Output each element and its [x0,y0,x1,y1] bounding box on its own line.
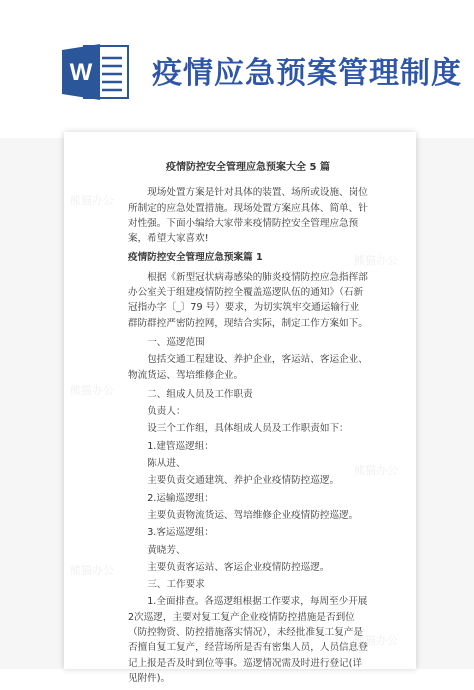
banner [0,0,474,138]
requirements-heading: 三、工作要求 [147,579,205,591]
intro-paragraph: 现场处置方案是针对具体的装置、场所或设施、岗位所制定的应急处置措施。现场处置方案应具体、简单、针对性强。下面小编给大家带来疫情防控安全管理应急预案，希望大家喜欢! [128,187,368,245]
groups-intro: 设三个工作组，具体组成人员及工作职责如下： [147,423,349,435]
watermark: 熊猫办公 [70,384,114,397]
watermark: 熊猫办公 [70,564,114,577]
leader-line: 负责人： [147,406,186,418]
document-page [64,132,416,684]
document-title: 疫情防控安全管理应急预案大全 5 篇 [166,162,330,173]
banner-title: 疫情应急预案管理制度 [152,56,462,91]
document-body [128,132,368,690]
watermark: 熊猫办公 [354,634,398,647]
watermark: 熊猫办公 [354,464,398,477]
organization-heading: 二、组成人员及工作职责 [147,388,253,400]
word-document-icon [62,42,132,102]
scope-heading: 一、巡逻范围 [147,336,205,348]
group-3-title: 3.客运巡逻组： [147,527,214,539]
basis-paragraph: 根据《新型冠状病毒感染的肺炎疫情防控应急指挥部办公室关于组建疫情防控全覆盖巡逻队伍的通知》（石新冠指办字〔_〕79 号）要求，为切实筑牢交通运输行业群防群控严密防控网，现结合实际，制定工作方案如下。 [128,271,368,329]
watermark: 熊猫办公 [354,254,398,267]
group-3-duty: 主要负责客运站、客运企业疫情防控巡逻。 [147,561,330,573]
group-1-duty: 主要负责交通建筑、养护企业疫情防控巡逻。 [147,475,340,487]
requirements-paragraph-1: 1.全面排查。各巡逻组根据工作要求，每周至少开展2次巡逻，主要对复工复产企业疫情防控措施是否到位（防控物资、防控措施落实情况），未经批准复工复产是否擅自复工复产，经营场所是否有密集人员，人员信息登记上报是否及时到位等事。巡逻情况需及时进行登记(详见附件)。 [128,596,368,684]
group-1-member: 陈从进、 [147,458,186,470]
section-heading: 疫情防控安全管理应急预案篇 1 [128,252,263,264]
group-1-title: 1.建管巡逻组： [147,440,214,452]
group-3-member: 黄晓芳、 [147,544,186,556]
group-2-duty: 主要负责物流货运、驾培维修企业疫情防控巡逻。 [147,509,359,521]
watermark: 熊猫办公 [70,194,114,207]
group-2-title: 2.运输巡逻组： [147,492,214,504]
word-logo-letter: W [69,59,93,86]
scope-paragraph: 包括交通工程建设、养护企业，客运站、客运企业、物流货运、驾培维修企业。 [128,354,368,381]
